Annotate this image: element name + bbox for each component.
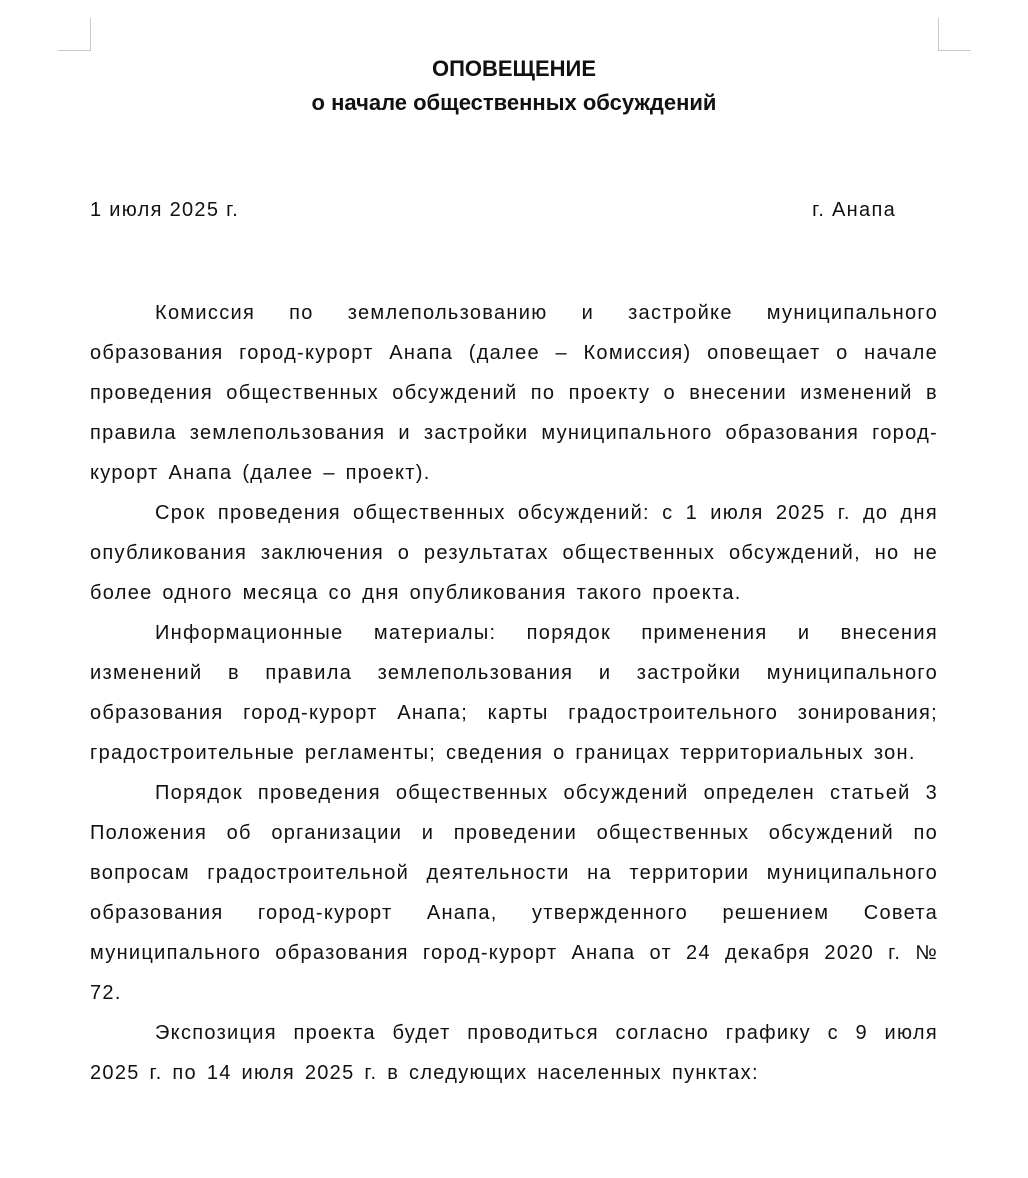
paragraph-procedure: Порядок проведения общественных обсуждений определен статьей 3 Положения об организации и проведении общественных обсуждений по вопросам градостроительной деятельности на территории муниципального образования город-курорт Анапа, утвержденного решением Совета муниципального образования город-курорт Анапа от 24 декабря 2020 г. № 72. [90,782,938,1004]
paragraph-exposition: Экспозиция проекта будет проводиться согласно графику с 9 июля 2025 г. по 14 июля 2025 г. в следующих населенных пунктах: [90,1022,938,1084]
document-title: ОПОВЕЩЕНИЕ [431,56,597,81]
page-corner-mark-top-right [938,18,971,51]
document-subtitle: о начале общественных обсуждений [311,90,717,115]
document-heading [0,52,1028,120]
paragraph-commission: Комиссия по землепользованию и застройке муниципального образования город-курорт Анапа (далее – Комиссия) оповещает о начале проведения общественных обсуждений по проекту о внесении изменений в правила землепользования и застройки муниципального образования город-курорт Анапа (далее – проект). [90,302,938,484]
paragraph-term: Срок проведения общественных обсуждений: с 1 июля 2025 г. до дня опубликования заключения о результатах общественных обсуждений, но не более одного месяца со дня опубликования такого проекта. [90,502,938,604]
paragraph-materials: Информационные материалы: порядок применения и внесения изменений в правила землепользования и застройки муниципального образования город-курорт Анапа; карты градостроительного зонирования; градостроительные регламенты; сведения о границах территориальных зон. [90,622,938,764]
page-corner-mark-top-left [58,18,91,51]
document-body [90,293,938,1093]
document-city: г. Анапа [812,199,896,221]
document-date: 1 июля 2025 г. [90,199,240,221]
